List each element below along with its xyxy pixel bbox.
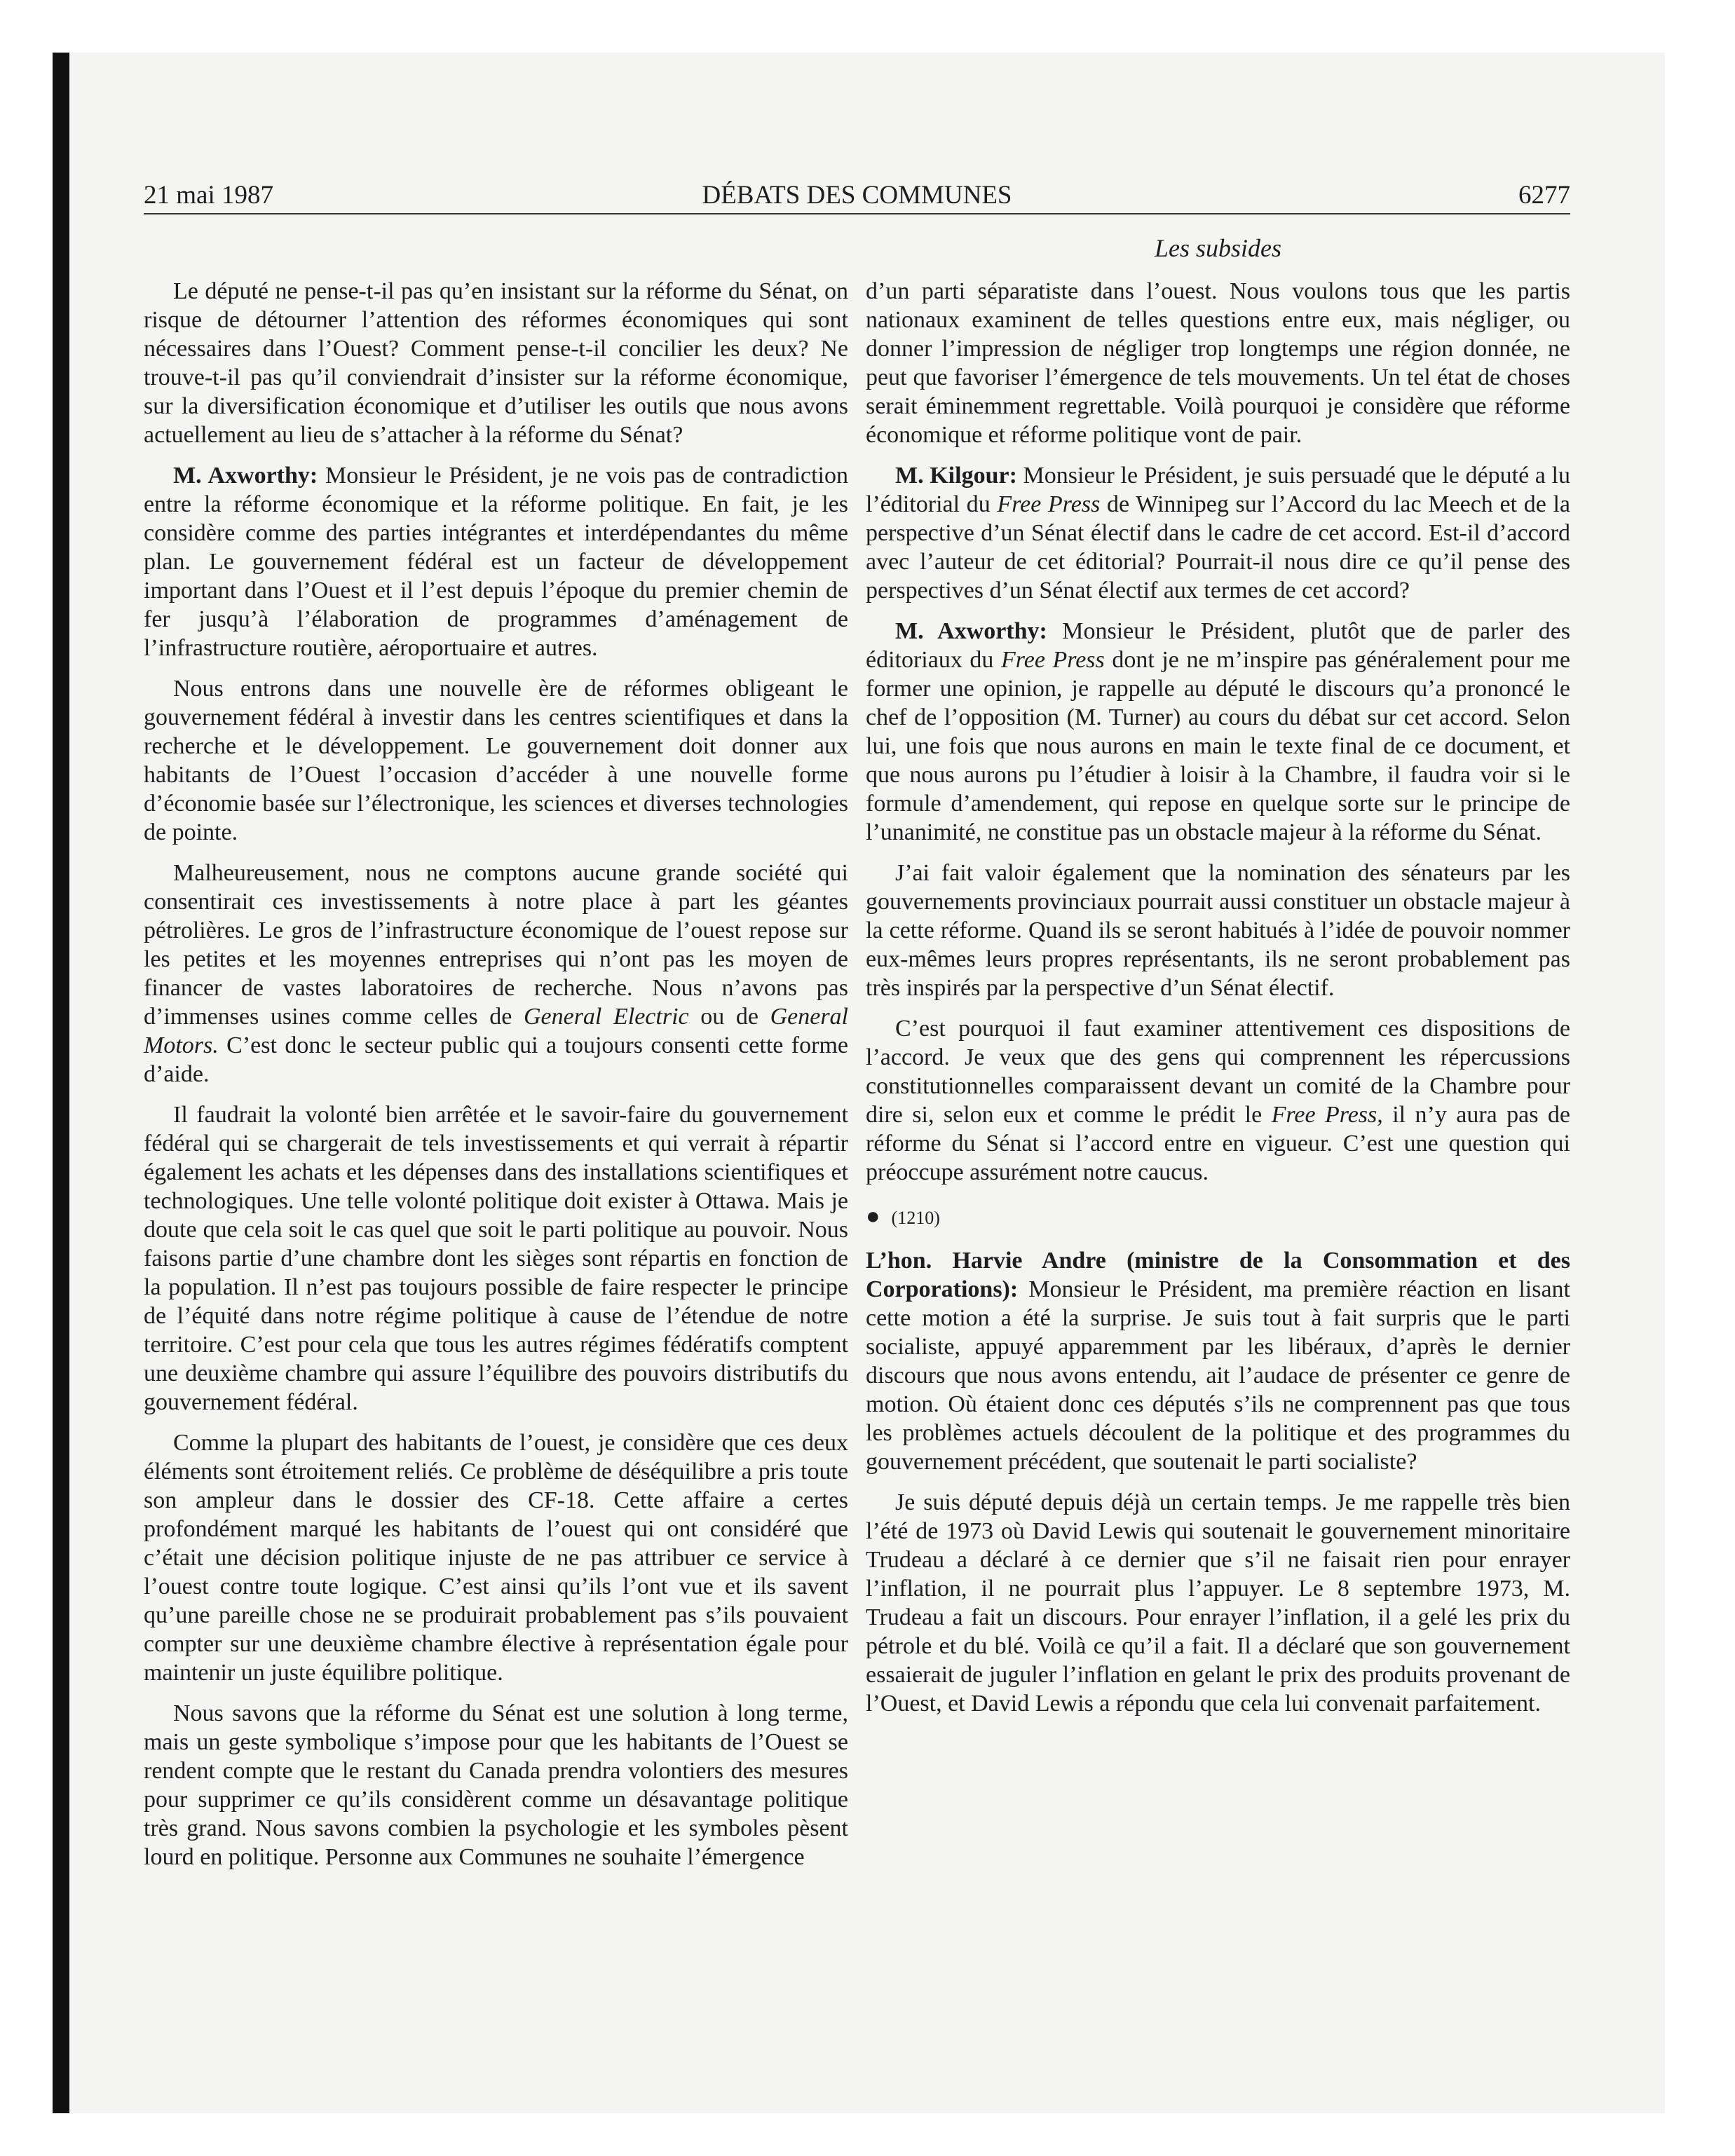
header-date: 21 mai 1987	[144, 181, 273, 210]
paragraph: Le député ne pense-t-il pas qu’en insistant sur la réforme du Sénat, on risque de détourner l’attention des réformes économiques qui sont nécessaires dans l’Ouest? Comment pense-t-il concilier les deux? Ne trouve-t-il pas qu’il conviendrait d’insister sur la réforme économique, sur la diversification économique et d’utiliser les outils que nous avons actuellement au lieu de s’attacher à la réforme du Sénat?	[144, 278, 848, 448]
text-run: Monsieur le Président, plutôt que de parler des éditoriaux du	[866, 618, 1570, 673]
page-number: 6277	[1518, 181, 1570, 210]
paragraph: Il faudrait la volonté bien arrêtée et le savoir-faire du gouvernement fédéral qui se chargerait de tels investissements et qui verrait à répartir également les achats et les dépenses dans des installations scientifiques et technologiques. Une telle volonté politique doit exister à Ottawa. Mais je doute que cela soit le cas quel que soit le parti politique au pouvoir. Nous faisons partie d’une chambre dont les sièges sont répartis en fonction de la population. Il n’est pas toujours possible de faire respecter le principe de l’équité dans notre régime politique à cause de l’étendue de notre territoire. C’est pour cela que tous les autres régimes fédératifs comptent une deuxième chambre qui assure l’équilibre des pouvoirs distributifs du gouvernement fédéral.	[144, 1102, 848, 1415]
company-name: General Electric	[523, 1004, 689, 1030]
newspaper-name: Free Press,	[1271, 1102, 1383, 1128]
speech-text: Monsieur le Président, ma première réaction en lisant cette motion a été la surprise. Je suis tout à fait surpris que le parti socialiste, appuyé apparemment par les libéraux, d’après le dernier discours que nous avons entendu, ait l’audace de présenter ce genre de motion. Où étaient donc ces députés s’ils ne comprennent pas que tous les problèmes actuels découlent de la politique et des programmes du gouvernement précédent, que soutenait le parti socialiste?	[866, 1276, 1570, 1475]
newspaper-name: Free Press	[1000, 647, 1105, 673]
bullet-icon: ●	[866, 1203, 880, 1229]
text-run: C’est donc le secteur public qui a toujours consenti cette forme d’aide.	[144, 1032, 848, 1087]
paragraph: Nous savons que la réforme du Sénat est une solution à long terme, mais un geste symbolique s’impose pour que les habitants de l’Ouest se rendent compte que le restant du Canada prendra volontiers des mesures pour supprimer ce qu’ils considèrent comme un désavantage politique très grand. Nous savons combien la psychologie et les symboles pèsent lourd en politique. Personne aux Communes ne souhaite l’émergence	[144, 1700, 848, 1870]
paragraph: J’ai fait valoir également que la nomination des sénateurs par les gouvernements provinciaux pourrait aussi constituer un obstacle majeur à la cette réforme. Quand ils se seront habitués à l’idée de pouvoir nommer eux-mêmes leurs propres représentants, ils ne seront probablement pas très inspirés par la perspective d’un Sénat électif.	[866, 860, 1570, 1001]
speaker-name: M. Axworthy:	[895, 618, 1047, 644]
text-run: Monsieur le Président, je suis persuadé que le député a lu l’éditorial du	[866, 463, 1570, 517]
paragraph	[866, 461, 1570, 605]
paragraph: Comme la plupart des habitants de l’ouest, je considère que ces deux éléments sont étroitement reliés. Ce problème de déséquilibre a pris toute son ampleur dans le dossier des CF-18. Cette affaire a certes profondément marqué les habitants de l’ouest qui ont considéré que c’était une décision politique injuste de ne pas attribuer ce service à l’ouest contre toute logique. C’est ainsi qu’ils l’ont vue et ils savent qu’une pareille chose ne se produirait probablement pas s’ils pouvaient compter sur une deuxième chambre élective à représentation égale pour maintenir un juste équilibre politique.	[144, 1430, 848, 1686]
section-title: Les subsides	[1154, 234, 1282, 262]
speaker-name: M. Kilgour:	[895, 463, 1017, 489]
text-run: C’est pourquoi il faut examiner attentivement ces dispositions de l’accord. Je veux que des gens qui comprennent les répercussions constitutionnelles comparaissent devant un comité de la Chambre pour dire si, selon eux et comme le prédit le	[866, 1016, 1570, 1128]
paragraph	[144, 461, 848, 662]
running-header	[144, 178, 1570, 214]
text-run: Malheureusement, nous ne comptons aucune grande société qui consentirait ces investissements à notre place à part les géantes pétrolières. Le gros de l’infrastructure économique de l’ouest repose sur les petites et les moyennes entreprises qui n’ont pas les moyen de financer de vastes laboratoires de recherche. Nous n’avons pas d’immenses usines comme celles de	[144, 860, 848, 1030]
paragraph: Nous entrons dans une nouvelle ère de réformes obligeant le gouvernement fédéral à investir dans les centres scientifiques et dans la recherche et le développement. Le gouvernement doit donner aux habitants de l’Ouest l’occasion d’accéder à une nouvelle forme d’économie basée sur l’électronique, les sciences et diverses technologies de pointe.	[144, 676, 848, 845]
paragraph	[144, 859, 848, 1089]
paragraph	[866, 1246, 1570, 1476]
newspaper-name: Free Press	[997, 491, 1101, 517]
text-run: dont je ne m’inspire pas généralement pour me former une opinion, je rappelle au député le discours qu’a prononcé le chef de l’opposition (M. Turner) au cours du débat sur cet accord. Selon lui, une fois que nous aurons en main le texte final de ce document, et que nous aurons pu l’étudier à loisir à la Chambre, il faudra voir si le formule d’amendement, qui repose en quelque sorte sur le principe de l’unanimité, ne constitue pas un obstacle majeur à la réforme du Sénat.	[866, 647, 1570, 845]
speaker-name: L’hon. Harvie Andre (ministre de la Consommation et des Corporations):	[866, 1248, 1570, 1302]
left-column	[144, 277, 848, 1883]
paragraph	[866, 617, 1570, 847]
text-run: ou de	[688, 1004, 770, 1030]
speech-text: Monsieur le Président, je ne vois pas de contradiction entre la réforme économique et la réforme politique. En fait, je les considère comme des parties intégrantes et interdépendantes du même plan. Le gouvernement fédéral est un facteur de développement important dans l’Ouest et il l’est depuis l’époque du premier chemin de fer jusqu’à l’élaboration de programmes d’aménagement de l’infrastructure routière, aéroportuaire et autres.	[144, 463, 849, 661]
speaker-name: M. Axworthy:	[173, 463, 318, 489]
time-marker-text: (1210)	[891, 1208, 940, 1228]
right-column	[866, 277, 1570, 1730]
header-title: DÉBATS DES COMMUNES	[702, 181, 1012, 210]
paragraph	[866, 1014, 1570, 1187]
text-run: il n’y aura pas de réforme du Sénat si l’accord entre en vigueur. C’est une question qui préoccupe assurément notre caucus.	[866, 1102, 1570, 1185]
paragraph: Je suis député depuis déjà un certain temps. Je me rappelle très bien l’été de 1973 où David Lewis qui soutenait le gouvernement minoritaire Trudeau a déclaré à ce dernier que s’il ne faisait rien pour enrayer l’inflation, il ne pourrait plus l’appuyer. Le 8 septembre 1973, M. Trudeau a fait un discours. Pour enrayer l’inflation, il a gelé les prix du pétrole et du blé. Voilà ce qu’il a fait. Il a déclaré que son gouvernement essaierait de juguler l’inflation en gelant le prix des produits provenant de l’Ouest, et David Lewis a répondu que cela lui convenait parfaitement.	[866, 1489, 1570, 1717]
binding-edge	[53, 53, 69, 2113]
time-marker	[866, 1202, 1570, 1232]
paragraph: d’un parti séparatiste dans l’ouest. Nous voulons tous que les partis nationaux examinent de telles questions entre eux, mais négliger, ou donner l’impression de négliger trop longtemps une région donnée, ne peut que favoriser l’émergence de tels mouvements. Un tel état de choses serait éminemment regrettable. Voilà pourquoi je considère que réforme économique et réforme politique vont de pair.	[866, 278, 1570, 448]
company-name: General Motors.	[144, 1004, 848, 1058]
text-run: de Winnipeg sur l’Accord du lac Meech et de la perspective d’un Sénat électif dans le cadre de cet accord. Est-il d’accord avec l’auteur de cet éditorial? Pourrait-il nous dire ce qu’il pense des perspectives d’un Sénat électif aux termes de cet accord?	[866, 491, 1570, 603]
